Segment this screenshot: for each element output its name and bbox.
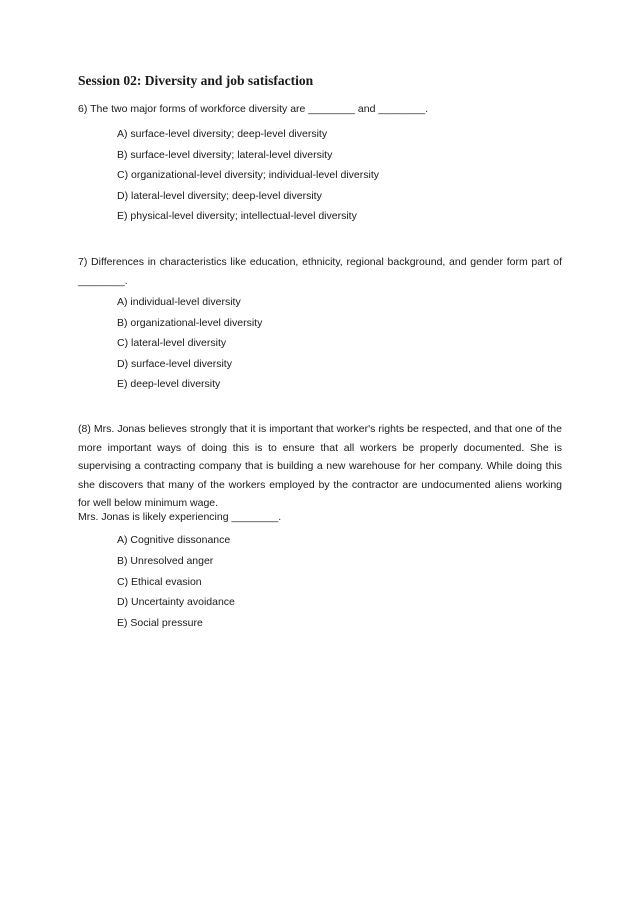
q8-option-d: D) Uncertainty avoidance xyxy=(117,596,235,608)
q6-option-d: D) lateral-level diversity; deep-level diversity xyxy=(117,190,322,202)
question-7-text: 7) Differences in characteristics like education, ethnicity, regional background, and gender form part of ________. xyxy=(78,256,562,287)
q7-option-e: E) deep-level diversity xyxy=(117,378,221,390)
q6-option-c: C) organizational-level diversity; individual-level diversity xyxy=(117,169,380,181)
q6-option-e: E) physical-level diversity; intellectual-level diversity xyxy=(117,210,357,222)
q7-option-b: B) organizational-level diversity xyxy=(117,317,263,329)
q7-option-a: A) individual-level diversity xyxy=(117,296,241,308)
q7-option-d: D) surface-level diversity xyxy=(117,358,232,370)
question-8-prompt: Mrs. Jonas is likely experiencing ________. xyxy=(78,511,282,523)
q6-option-b: B) surface-level diversity; lateral-level diversity xyxy=(117,149,333,161)
q8-option-c: C) Ethical evasion xyxy=(117,576,202,588)
session-title: Session 02: Diversity and job satisfaction xyxy=(78,73,314,88)
q8-option-e: E) Social pressure xyxy=(117,617,203,629)
q8-option-b: B) Unresolved anger xyxy=(117,555,214,567)
question-6-text: 6) The two major forms of workforce diversity are ________ and ________. xyxy=(78,103,428,115)
q7-option-c: C) lateral-level diversity xyxy=(117,337,227,349)
q8-option-a: A) Cognitive dissonance xyxy=(117,534,231,546)
question-8-text: (8) Mrs. Jonas believes strongly that it is important that worker's rights be respected, and that one of the more important ways of doing this is to ensure that all workers be properly documented. She is supervising a contracting company that is building a new warehouse for her company. While doing this she discovers that many of the workers employed by the contractor are undocumented aliens working for well below minimum wage. xyxy=(78,423,562,509)
q6-option-a: A) surface-level diversity; deep-level diversity xyxy=(117,128,328,140)
